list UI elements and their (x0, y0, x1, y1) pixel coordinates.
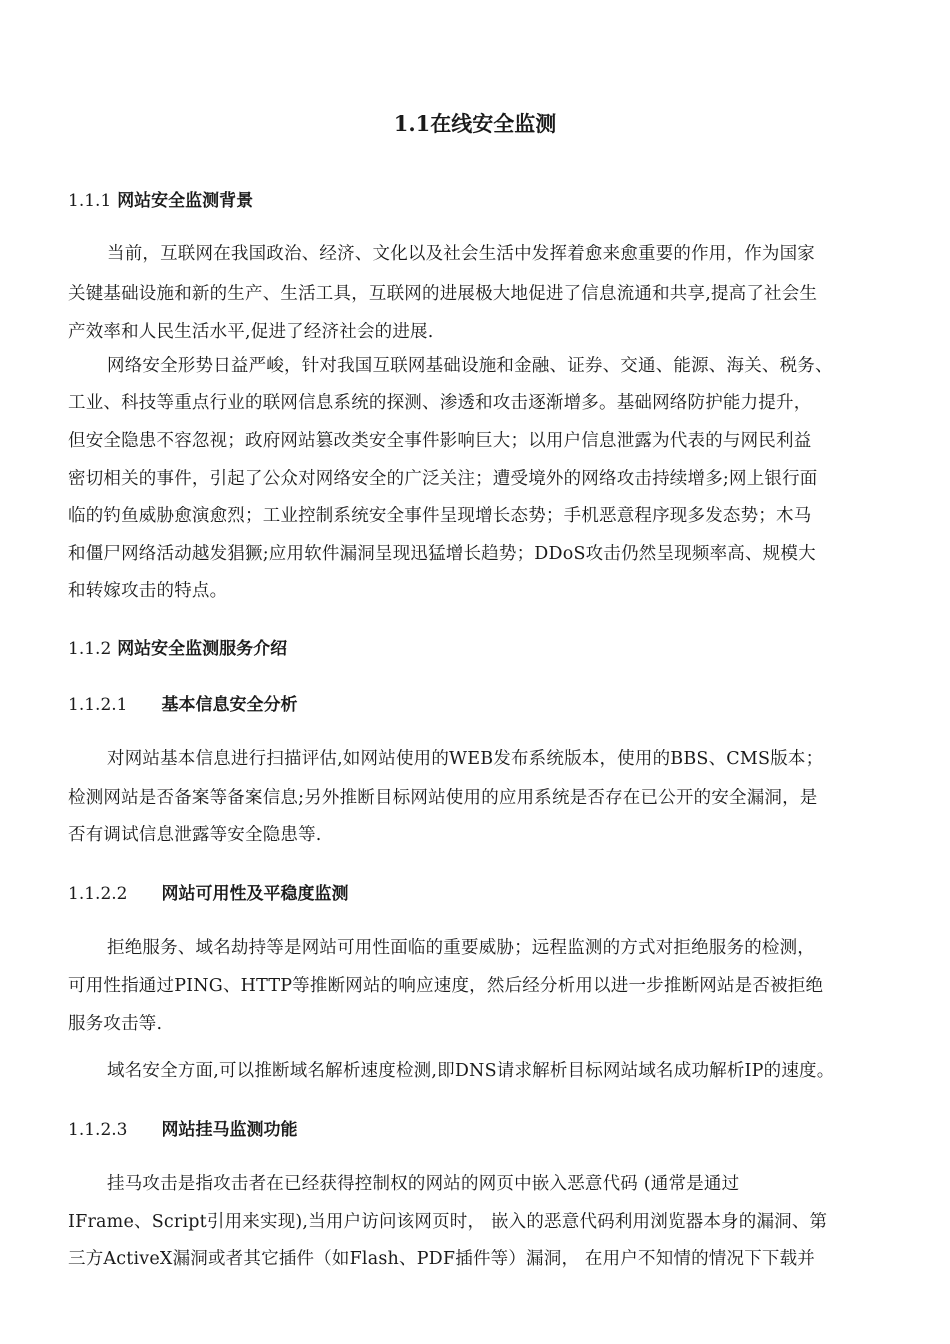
paragraph-line: 当前，互联网在我国政治、经济、文化以及社会生活中发挥着愈来愈重要的作用，作为国家 (107, 244, 815, 264)
section-heading-1-1-1 (68, 186, 253, 211)
section-heading-1-1-2 (68, 634, 287, 659)
section-number: 1.1.2.2 (68, 884, 128, 904)
section-title: 网站安全监测背景 (117, 191, 254, 211)
paragraph-line: 拒绝服务、域名劫持等是网站可用性面临的重要威胁；远程监测的方式对拒绝服务的检测， (107, 938, 815, 958)
paragraph-line: 网络安全形势日益严峻，针对我国互联网基础设施和金融、证券、交通、能源、海关、税务、 (107, 356, 833, 376)
paragraph-line: 对网站基本信息进行扫描评估,如网站使用的WEB发布系统版本，使用的BBS、CMS版本； (107, 749, 824, 769)
paragraph-line: 密切相关的事件，引起了公众对网络安全的广泛关注；遭受境外的网络攻击持续增多;网上银行面 (68, 469, 818, 489)
paragraph-line: 检测网站是否备案等备案信息;另外推断目标网站使用的应用系统是否存在已公开的安全漏洞，是 (68, 788, 818, 808)
paragraph-line: 和僵尸网络活动越发猖獗;应用软件漏洞呈现迅猛增长趋势；DDoS攻击仍然呈现频率高、规模大 (68, 544, 816, 564)
paragraph-line: 临的钓鱼威胁愈演愈烈；工业控制系统安全事件呈现增长态势；手机恶意程序现多发态势；木马 (68, 506, 812, 526)
section-title: 网站可用性及平稳度监测 (161, 884, 349, 904)
section-title: 网站安全监测服务介绍 (117, 639, 288, 659)
paragraph-line: 可用性指通过PING、HTTP等推断网站的响应速度，然后经分析用以进一步推断网站是否被拒绝 (68, 976, 824, 996)
section-number: 1.1.1 (68, 191, 112, 211)
paragraph-line: 服务攻击等. (68, 1014, 163, 1034)
page-title: 1.1在线安全监测 (393, 111, 557, 136)
paragraph-line: 工业、科技等重点行业的联网信息系统的探测、渗透和攻击逐渐增多。基础网络防护能力提升， (68, 393, 812, 413)
paragraph-line: 三方ActiveX漏洞或者其它插件（如Flash、PDF插件等）漏洞， 在用户不知情的情况下下载并 (68, 1249, 816, 1269)
section-title: 网站挂马监测功能 (161, 1120, 298, 1140)
section-number: 1.1.2.3 (68, 1120, 128, 1140)
section-title: 基本信息安全分析 (161, 695, 298, 715)
paragraph-line: 域名安全方面,可以推断域名解析速度检测,即DNS请求解析目标网站域名成功解析IP的速度。 (107, 1061, 835, 1081)
section-number: 1.1.2.1 (68, 695, 128, 715)
paragraph-line: IFrame、Script引用来实现),当用户访问该网页时， 嵌入的恶意代码利用浏览器本身的漏洞、第 (68, 1212, 828, 1232)
paragraph-line: 关键基础设施和新的生产、生活工具，互联网的进展极大地促进了信息流通和共享,提高了社会生 (68, 284, 818, 304)
section-heading-1-1-2-3 (68, 1115, 297, 1140)
section-number: 1.1.2 (68, 639, 112, 659)
paragraph-line: 挂马攻击是指攻击者在已经获得控制权的网站的网页中嵌入恶意代码 (通常是通过 (107, 1174, 740, 1194)
section-heading-1-1-2-2 (68, 879, 348, 904)
paragraph-line: 但安全隐患不容忽视；政府网站篡改类安全事件影响巨大；以用户信息泄露为代表的与网民利益 (68, 431, 812, 451)
paragraph-line: 产效率和人民生活水平,促进了经济社会的进展. (68, 322, 434, 342)
section-heading-1-1-2-1 (68, 690, 297, 715)
paragraph-line: 和转嫁攻击的特点。 (68, 581, 228, 601)
paragraph-line: 否有调试信息泄露等安全隐患等. (68, 825, 322, 845)
